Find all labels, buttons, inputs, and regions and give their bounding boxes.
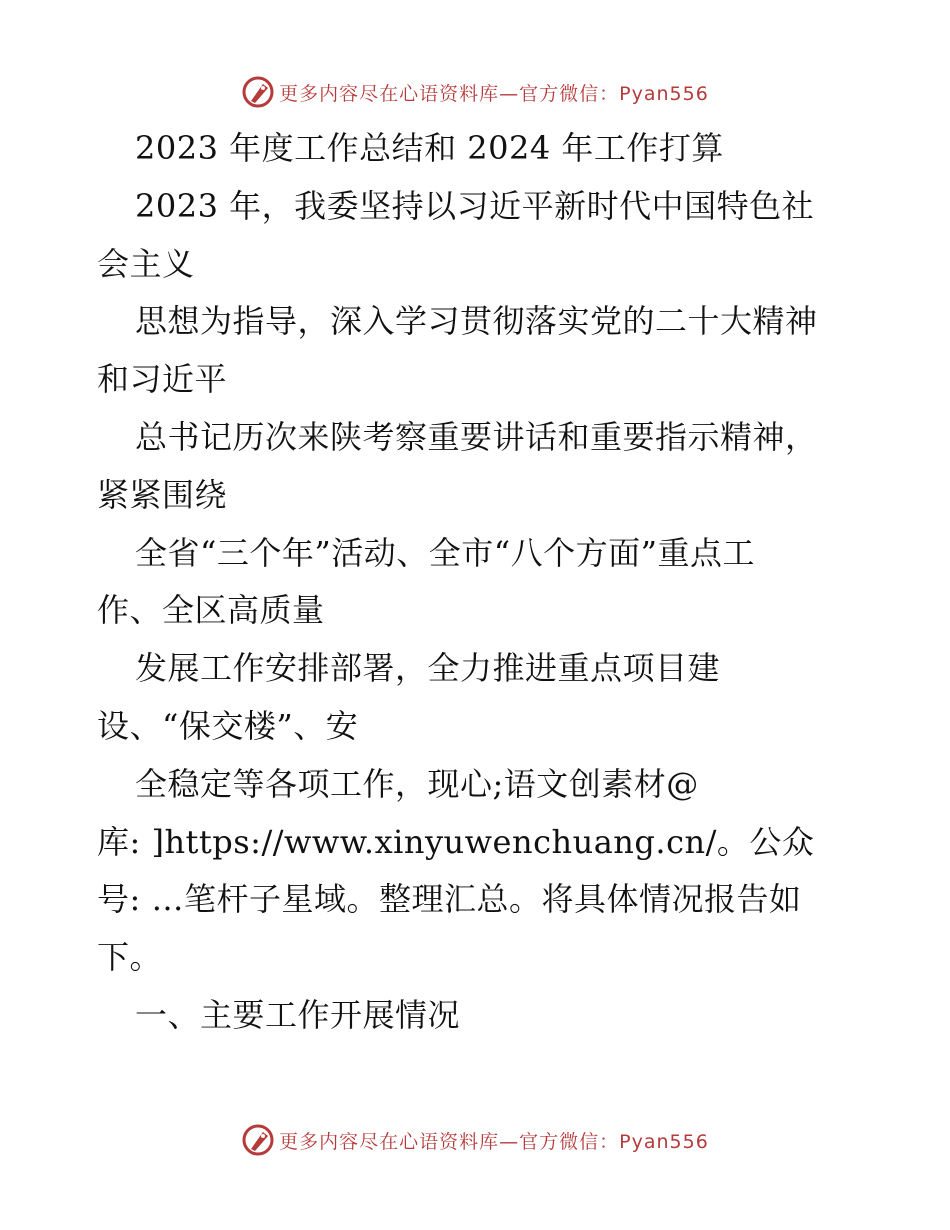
paragraph-line: 发展工作安排部署，全力推进重点项目建 bbox=[135, 649, 721, 688]
paragraph-line: 下。 bbox=[97, 938, 163, 977]
paragraph-line: 库: ]https://www.xinyuwenchuang.cn/。公众 bbox=[97, 822, 815, 861]
paragraph-line: 全省“三个年”活动、全市“八个方面”重点工 bbox=[135, 533, 755, 572]
paragraph-line: 号: …笔杆子星域。整理汇总。将具体情况报告如 bbox=[97, 880, 802, 919]
paragraph-line: 和习近平 bbox=[97, 360, 228, 399]
document-title: 2023 年度工作总结和 2024 年工作打算 bbox=[135, 129, 724, 167]
document-body bbox=[97, 120, 857, 1045]
paragraph-line: 全稳定等各项工作，现心;语文创素材@ bbox=[135, 764, 699, 803]
paragraph-line: 作、全区高质量 bbox=[97, 591, 325, 630]
section-heading: 一、主要工作开展情况 bbox=[135, 995, 461, 1034]
header-watermark-text: 更多内容尽在心语资料库—官方微信：Pyan556 bbox=[279, 82, 709, 105]
paragraph-line: 总书记历次来陕考察重要讲话和重要指示精神， bbox=[135, 417, 818, 456]
pen-nib-circle-icon bbox=[241, 1123, 275, 1157]
paragraph-line: 紧紧围绕 bbox=[97, 475, 228, 514]
paragraph-line: 设、“保交楼”、安 bbox=[97, 706, 359, 745]
footer-watermark-text: 更多内容尽在心语资料库—官方微信：Pyan556 bbox=[279, 1130, 709, 1153]
footer-watermark-banner bbox=[0, 1118, 950, 1162]
paragraph-line: 2023 年，我委坚持以习近平新时代中国特色社 bbox=[135, 186, 815, 225]
paragraph-line: 会主义 bbox=[97, 244, 195, 283]
paragraph-line: 思想为指导，深入学习贯彻落实党的二十大精神 bbox=[135, 302, 818, 341]
pen-nib-circle-icon bbox=[241, 75, 275, 109]
header-watermark-banner bbox=[0, 70, 950, 114]
